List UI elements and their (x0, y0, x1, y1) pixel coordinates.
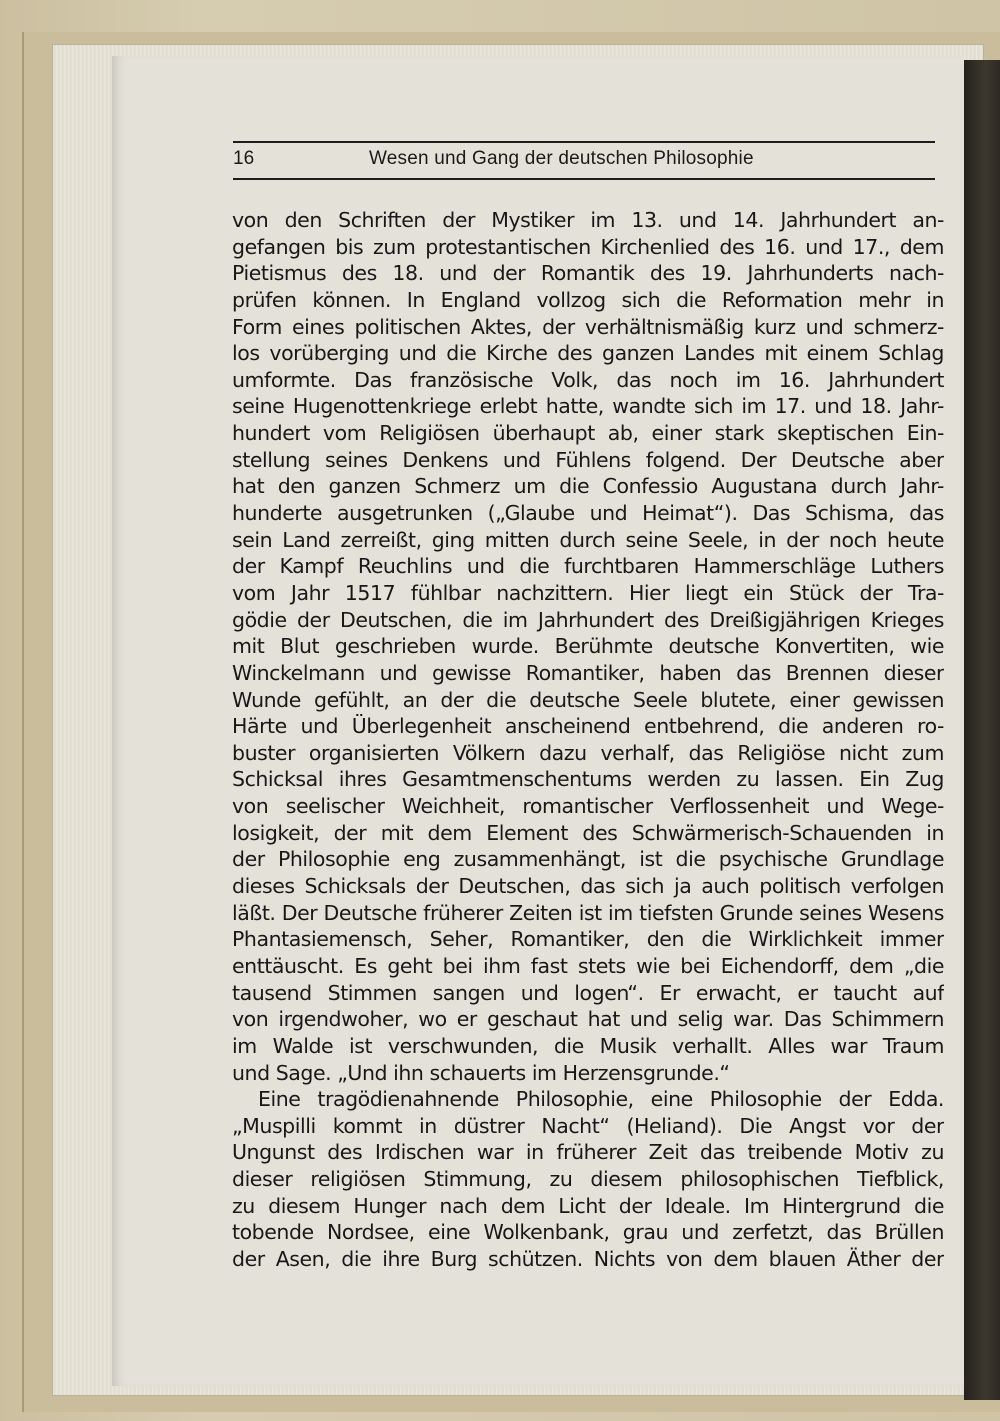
text-line: enttäuscht. Es geht bei ihm fast stets wie bei Eichendorff, dem „die (232, 953, 944, 978)
body-text (232, 207, 944, 1273)
text-line: prüfen können. In England vollzog sich die Reformation mehr in (232, 287, 944, 312)
text-line: zu diesem Hunger nach dem Licht der Ideale. Im Hintergrund die (232, 1193, 944, 1218)
text-line: sein Land zerreißt, ging mitten durch seine Seele, in der noch heute (232, 527, 944, 552)
text-line: Winckelmann und gewisse Romantiker, haben das Brennen dieser (232, 660, 944, 685)
text-line: der Asen, die ihre Burg schützen. Nichts von dem blauen Äther der (232, 1246, 944, 1271)
text-line: der Kampf Reuchlins und die furchtbaren Hammerschläge Luthers (232, 554, 944, 579)
page-number: 16 (233, 148, 255, 169)
text-line: buster organisierten Völkern dazu verhalf, das Religiöse nicht zum (232, 740, 944, 765)
text-line: der Philosophie eng zusammenhängt, ist die psychische Grundlage (232, 847, 944, 872)
text-line: von seelischer Weichheit, romantischer Verflossenheit und Wege- (232, 794, 944, 819)
opposite-page-edge (964, 60, 1000, 1400)
text-line: hundert vom Religiösen überhaupt ab, einer stark skeptischen Ein- (232, 421, 944, 446)
paragraph-start-line: Eine tragödienahnende Philosophie, eine Philosophie der Edda. (258, 1087, 944, 1112)
text-line: „Muspilli kommt in düstrer Nacht“ (Heliand). Die Angst vor der (232, 1113, 944, 1138)
text-line: umformte. Das französische Volk, das noch im 16. Jahrhundert (232, 367, 944, 392)
text-line: Phantasiemensch, Seher, Romantiker, den die Wirklichkeit immer (232, 927, 944, 952)
text-line: losigkeit, der mit dem Element des Schwärmerisch-Schauenden in (232, 820, 944, 845)
text-line: seine Hugenottenkriege erlebt hatte, wandte sich im 17. und 18. Jahr- (232, 394, 944, 419)
text-line: läßt. Der Deutsche früherer Zeiten ist im tiefsten Grunde seines Wesens (232, 900, 944, 925)
text-line: hunderte ausgetrunken („Glaube und Heimat“). Das Schisma, das (232, 501, 944, 526)
text-line: los vorüberging und die Kirche des ganzen Landes mit einem Schlag (232, 341, 944, 366)
running-header (233, 146, 935, 174)
text-line: von den Schriften der Mystiker im 13. und 14. Jahrhundert an- (232, 208, 944, 232)
text-line: Ungunst des Irdischen war in früherer Zeit das treibende Motiv zu (232, 1140, 944, 1165)
text-line: Pietismus des 18. und der Romantik des 19. Jahrhunderts nach- (232, 261, 944, 286)
text-line: stellung seines Denkens und Fühlens folgend. Der Deutsche aber (232, 447, 944, 472)
text-line: Form eines politischen Aktes, der verhältnismäßig kurz und schmerz- (232, 314, 944, 339)
text-line: gödie der Deutschen, die im Jahrhundert des Dreißigjährigen Krieges (232, 607, 944, 632)
text-line: im Walde ist verschwunden, die Musik verhallt. Alles war Traum (232, 1033, 944, 1058)
text-line: Schicksal ihres Gesamtmenschentums werden zu lassen. Ein Zug (232, 767, 944, 792)
header-rule-top (233, 141, 935, 143)
text-line: vom Jahr 1517 fühlbar nachzittern. Hier liegt ein Stück der Tra- (232, 580, 944, 605)
text-line: gefangen bis zum protestantischen Kirchenlied des 16. und 17., dem (232, 234, 944, 259)
running-title: Wesen und Gang der deutschen Philosophie (369, 148, 754, 169)
text-line: mit Blut geschrieben wurde. Berühmte deutsche Konvertiten, wie (232, 634, 944, 659)
text-line: Wunde gefühlt, an der die deutsche Seele blutete, einer gewissen (232, 687, 944, 712)
text-line: von irgendwoher, wo er geschaut hat und selig war. Das Schimmern (232, 1007, 944, 1032)
text-line: tausend Stimmen sangen und logen“. Er erwacht, er taucht auf (232, 980, 944, 1005)
text-line: Härte und Überlegenheit anscheinend entbehrend, die anderen ro- (232, 714, 944, 739)
header-rule-bottom (233, 178, 935, 180)
paragraph-end-line: und Sage. „Und ihn schauerts im Herzensgrunde.“ (232, 1060, 730, 1085)
text-line: dieser religiösen Stimmung, zu diesem philosophischen Tiefblick, (232, 1167, 944, 1192)
text-line: dieses Schicksals der Deutschen, das sich ja auch politisch verfolgen (232, 874, 944, 899)
text-line: tobende Nordsee, eine Wolkenbank, grau und zerfetzt, das Brüllen (232, 1220, 944, 1245)
text-line: hat den ganzen Schmerz um die Confessio Augustana durch Jahr- (232, 474, 944, 499)
